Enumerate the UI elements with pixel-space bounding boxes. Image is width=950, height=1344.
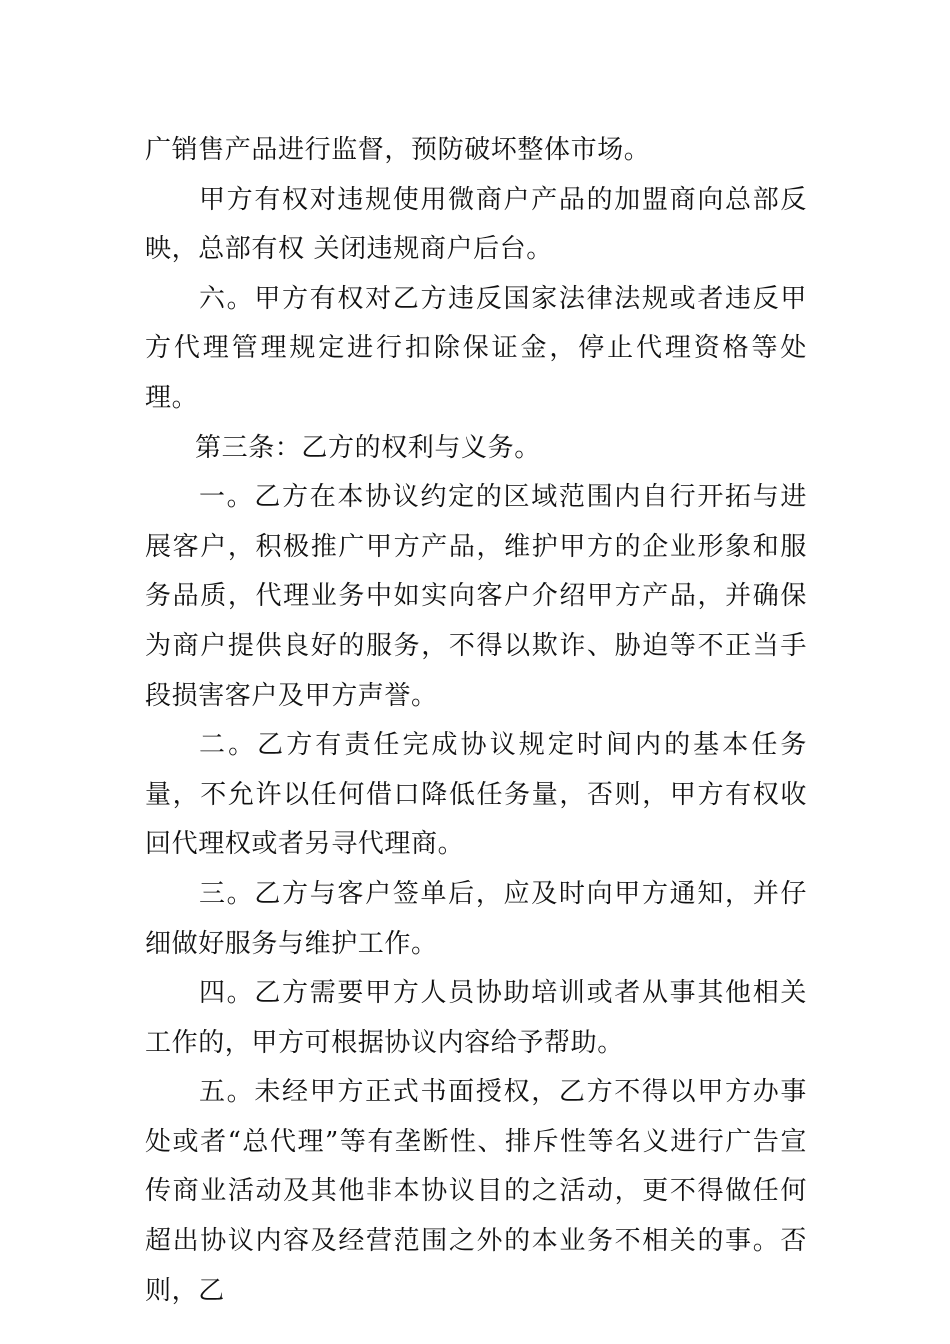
paragraph-clause-four: 四。乙方需要甲方人员协助培训或者从事其他相关工作的，甲方可根据协议内容给予帮助。 <box>145 978 807 1058</box>
paragraph-report-violations: 甲方有权对违规使用微商户产品的加盟商向总部反映，总部有权 关闭违规商户后台。 <box>145 184 807 265</box>
article-three-heading: 第三条：乙方的权利与义务。 <box>195 432 541 463</box>
paragraph-clause-three: 三。乙方与客户签单后，应及时向甲方通知，并仔细做好服务与维护工作。 <box>145 878 807 959</box>
paragraph-clause-five: 五。未经甲方正式书面授权，乙方不得以甲方办事处或者“总代理”等有垄断性、排斥性等名义进行广告宣传商业活动及其他非本协议目的之活动，更不得做任何超出协议内容及经营范围之外的本业务不相关的事。否则，乙 <box>145 1077 807 1306</box>
paragraph-clause-one: 一。乙方在本协议约定的区域范围内自行开拓与进展客户，积极推广甲方产品，维护甲方的企业形象和服务品质，代理业务中如实向客户介绍甲方产品，并确保为商户提供良好的服务，不得以欺诈、胁迫等不正当手段损害客户及甲方声誉。 <box>145 482 807 711</box>
paragraph-continuation: 广销售产品进行监督，预防破坏整体市场。 <box>145 135 651 165</box>
paragraph-clause-six: 六。甲方有权对乙方违反国家法律法规或者违反甲方代理管理规定进行扣除保证金，停止代理资格等处理。 <box>145 283 807 413</box>
paragraph-clause-two: 二。乙方有责任完成协议规定时间内的基本任务量，不允许以任何借口降低任务量，否则，甲方有权收回代理权或者另寻代理商。 <box>145 730 807 860</box>
document-page <box>145 126 807 1316</box>
